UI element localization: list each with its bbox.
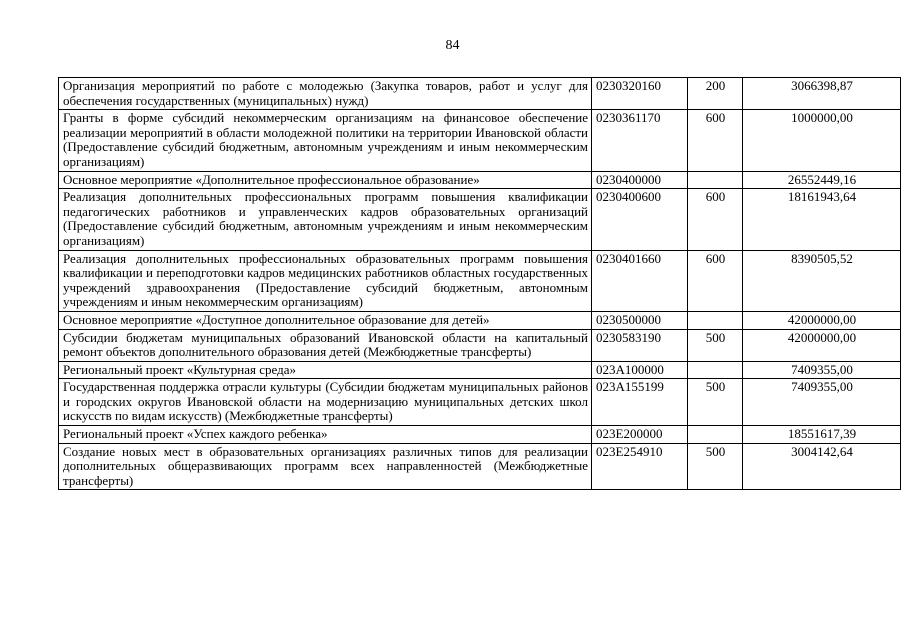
table-row [59,379,901,426]
amount-cell: 3004142,64 [743,443,901,490]
amount-cell: 18551617,39 [743,426,901,444]
amount-cell: 8390505,52 [743,250,901,311]
table-row [59,78,901,110]
expense-type-cell: 600 [688,189,743,250]
item-name-cell: Создание новых мест в образовательных организациях различных типов для реализации дополнительных общеразвивающих программ всех направленностей (Межбюджетные трансферты) [59,443,592,490]
target-code-cell: 0230400000 [592,171,688,189]
item-name-cell: Реализация дополнительных профессиональных образовательных программ повышения квалификации и переподготовки кадров медицинских работников областных государственных учреждений здравоохранения (Предоставление субсидий бюджетным, автономным учреждениям и иным некоммерческим организациям) [59,250,592,311]
table-row [59,443,901,490]
item-name-cell: Основное мероприятие «Доступное дополнительное образование для детей» [59,311,592,329]
expense-type-cell: 500 [688,379,743,426]
target-code-cell: 0230400600 [592,189,688,250]
expense-type-cell [688,171,743,189]
table-row [59,361,901,379]
target-code-cell: 023A155199 [592,379,688,426]
target-code-cell: 0230401660 [592,250,688,311]
table-row [59,311,901,329]
target-code-cell: 0230320160 [592,78,688,110]
item-name-cell: Организация мероприятий по работе с молодежью (Закупка товаров, работ и услуг для обеспечения государственных (муниципальных) нужд) [59,78,592,110]
expense-type-cell: 600 [688,110,743,171]
budget-table-body [59,78,901,490]
table-row [59,426,901,444]
amount-cell: 1000000,00 [743,110,901,171]
table-row [59,171,901,189]
item-name-cell: Основное мероприятие «Дополнительное профессиональное образование» [59,171,592,189]
target-code-cell: 0230361170 [592,110,688,171]
amount-cell: 18161943,64 [743,189,901,250]
table-row [59,110,901,171]
expense-type-cell: 200 [688,78,743,110]
amount-cell: 7409355,00 [743,361,901,379]
expense-type-cell [688,311,743,329]
item-name-cell: Гранты в форме субсидий некоммерческим организациям на финансовое обеспечение реализации мероприятий в области молодежной политики на территории Ивановской области (Предоставление субсидий бюджетным, автономным учреждениям и иным некоммерческим организациям) [59,110,592,171]
target-code-cell: 0230583190 [592,329,688,361]
expense-type-cell: 600 [688,250,743,311]
amount-cell: 7409355,00 [743,379,901,426]
expense-type-cell [688,426,743,444]
item-name-cell: Региональный проект «Культурная среда» [59,361,592,379]
expense-type-cell [688,361,743,379]
item-name-cell: Субсидии бюджетам муниципальных образований Ивановской области на капитальный ремонт объектов дополнительного образования детей (Межбюджетные трансферты) [59,329,592,361]
table-row [59,329,901,361]
item-name-cell: Реализация дополнительных профессиональных программ повышения квалификации педагогических работников и управленческих кадров образовательных организаций (Предоставление субсидий бюджетным, автономным учреждениям и иным некоммерческим организациям) [59,189,592,250]
table-row [59,250,901,311]
target-code-cell: 0230500000 [592,311,688,329]
table-row [59,189,901,250]
target-code-cell: 023E200000 [592,426,688,444]
target-code-cell: 023E254910 [592,443,688,490]
item-name-cell: Региональный проект «Успех каждого ребенка» [59,426,592,444]
item-name-cell: Государственная поддержка отрасли культуры (Субсидии бюджетам муниципальных районов и городских округов Ивановской области на модернизацию муниципальных детских школ искусств по видам искусств) (Межбюджетные трансферты) [59,379,592,426]
page-number: 84 [445,38,460,53]
budget-table [58,77,901,490]
amount-cell: 42000000,00 [743,311,901,329]
target-code-cell: 023A100000 [592,361,688,379]
expense-type-cell: 500 [688,329,743,361]
amount-cell: 42000000,00 [743,329,901,361]
expense-type-cell: 500 [688,443,743,490]
amount-cell: 3066398,87 [743,78,901,110]
amount-cell: 26552449,16 [743,171,901,189]
